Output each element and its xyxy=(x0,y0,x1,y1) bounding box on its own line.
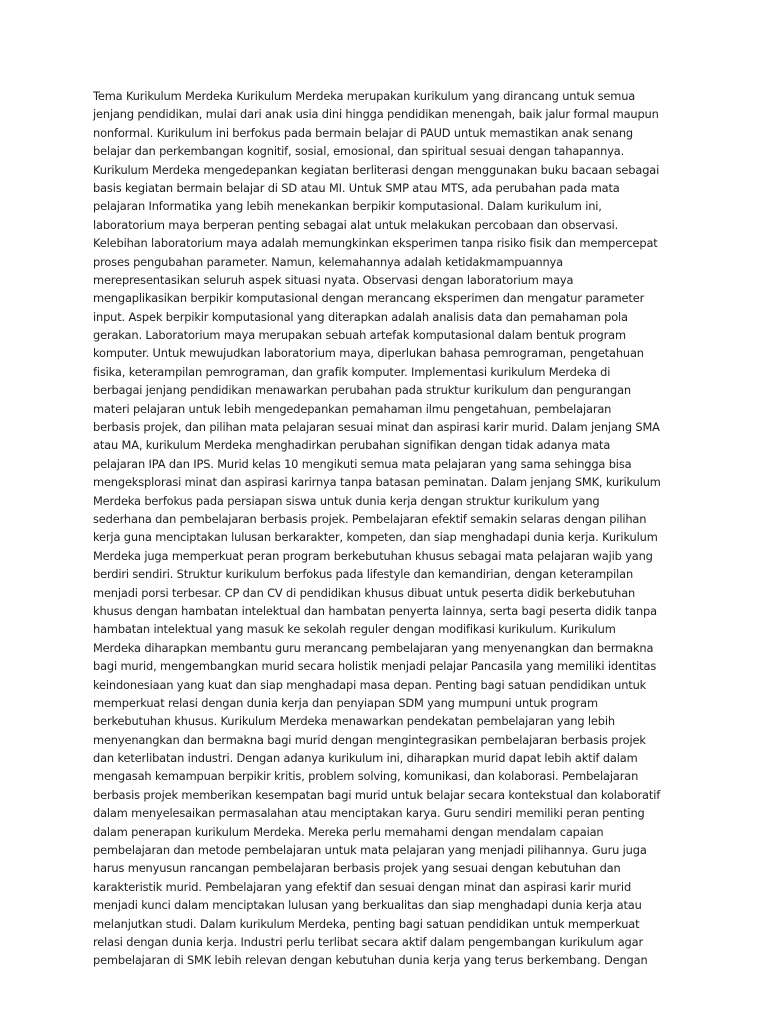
paragraph-line: bagi murid, mengembangkan murid secara holistik menjadi pelajar Pancasila yang memiliki identitas xyxy=(93,659,657,674)
paragraph-line: dan keterlibatan industri. Dengan adanya kurikulum ini, diharapkan murid dapat lebih aktif dalam xyxy=(93,751,638,766)
paragraph-line: jenjang pendidikan, mulai dari anak usia dini hingga pendidikan menengah, baik jalur formal maupun xyxy=(93,107,659,122)
paragraph-line: menjadi porsi terbesar. CP dan CV di pendidikan khusus dibuat untuk peserta didik berkebutuhan xyxy=(93,585,636,600)
paragraph-line: berdiri sendiri. Struktur kurikulum berfokus pada lifestyle dan kemandirian, dengan keterampilan xyxy=(93,567,634,582)
paragraph-line: menjadi kunci dalam menciptakan lulusan yang berkualitas dan siap menghadapi dunia kerja atau xyxy=(93,898,642,913)
paragraph-line: memperkuat relasi dengan dunia kerja dan penyiapan SDM yang mumpuni untuk program xyxy=(93,695,598,710)
paragraph-line: dalam menyelesaikan permasalahan atau menciptakan karya. Guru sendiri memiliki peran penting xyxy=(93,806,645,821)
paragraph-line: laboratorium maya berperan penting sebagai alat untuk melakukan percobaan dan observasi. xyxy=(93,217,619,232)
paragraph-line: kerja guna menciptakan lulusan berkarakter, kompeten, dan siap menghadapi dunia kerja. Kurikulum xyxy=(93,530,658,545)
paragraph-line: Tema Kurikulum Merdeka Kurikulum Merdeka merupakan kurikulum yang dirancang untuk semua xyxy=(93,89,636,103)
paragraph-line: materi pelajaran untuk lebih mengedepankan pemahaman ilmu pengetahuan, pembelajaran xyxy=(93,401,612,416)
paragraph-line: hambatan intelektual yang masuk ke sekolah reguler dengan modifikasi kurikulum. Kurikulum xyxy=(93,622,616,637)
paragraph-line: berbasis projek, dan pilihan mata pelajaran sesuai minat dan aspirasi karir murid. Dalam jenjang SMA xyxy=(93,420,660,435)
paragraph-line: Kurikulum Merdeka mengedepankan kegiatan berliterasi dengan menggunakan buku bacaan sebagai xyxy=(93,162,660,177)
paragraph-line: menyenangkan dan bermakna bagi murid dengan mengintegrasikan pembelajaran berbasis projek xyxy=(93,732,646,747)
paragraph-line: Merdeka juga memperkuat peran program berkebutuhan khusus sebagai mata pelajaran wajib yang xyxy=(93,548,653,563)
paragraph-line: relasi dengan dunia kerja. Industri perlu terlibat secara aktif dalam pengembangan kurikulum agar xyxy=(93,934,643,949)
paragraph-line: Merdeka diharapkan membantu guru merancang pembelajaran yang menyenangkan dan bermakna xyxy=(93,640,654,655)
paragraph-line: khusus dengan hambatan intelektual dan hambatan penyerta lainnya, serta bagi peserta didik tanpa xyxy=(93,603,657,618)
paragraph-line: berbasis projek memberikan kesempatan bagi murid untuk belajar secara kontekstual dan kolaboratif xyxy=(93,787,661,802)
paragraph-line: gerakan. Laboratorium maya merupakan sebuah artefak komputasional dalam bentuk program xyxy=(93,328,626,343)
paragraph-line: merepresentasikan seluruh aspek situasi nyata. Observasi dengan laboratorium maya xyxy=(93,272,574,287)
paragraph-line: belajar dan perkembangan kognitif, sosial, emosional, dan spiritual sesuai dengan tahapannya. xyxy=(93,144,625,159)
paragraph-line: berkebutuhan khusus. Kurikulum Merdeka menawarkan pendekatan pembelajaran yang lebih xyxy=(93,714,615,729)
document-body xyxy=(93,87,675,970)
paragraph-line: atau MA, kurikulum Merdeka menghadirkan perubahan signifikan dengan tidak adanya mata xyxy=(93,438,611,453)
paragraph-line: fisika, keterampilan pemrograman, dan grafik komputer. Implementasi kurikulum Merdeka di xyxy=(93,364,611,379)
paragraph-line: pelajaran IPA dan IPS. Murid kelas 10 mengikuti semua mata pelajaran yang sama sehingga bisa xyxy=(93,456,632,471)
paragraph-line: Merdeka berfokus pada persiapan siswa untuk dunia kerja dengan struktur kurikulum yang xyxy=(93,493,600,508)
paragraph-line: sederhana dan pembelajaran berbasis projek. Pembelajaran efektif semakin selaras dengan pilihan xyxy=(93,511,647,526)
paragraph-line: karakteristik murid. Pembelajaran yang efektif dan sesuai dengan minat dan aspirasi karir murid xyxy=(93,879,632,894)
paragraph-line: Kelebihan laboratorium maya adalah memungkinkan eksperimen tanpa risiko fisik dan mempercepat xyxy=(93,236,658,251)
paragraph-line: berbagai jenjang pendidikan menawarkan perubahan pada struktur kurikulum dan pengurangan xyxy=(93,383,631,398)
paragraph-line: harus menyusun rancangan pembelajaran berbasis projek yang sesuai dengan kebutuhan dan xyxy=(93,861,621,876)
paragraph-line: pembelajaran dan metode pembelajaran untuk mata pelajaran yang menjadi pilihannya. Guru juga xyxy=(93,843,647,858)
paragraph-line: nonformal. Kurikulum ini berfokus pada bermain belajar di PAUD untuk memastikan anak senang xyxy=(93,125,633,140)
paragraph-line: basis kegiatan bermain belajar di SD atau MI. Untuk SMP atau MTS, ada perubahan pada mata xyxy=(93,180,620,195)
paragraph-line: melanjutkan studi. Dalam kurikulum Merdeka, penting bagi satuan pendidikan untuk memperkuat xyxy=(93,916,640,931)
paragraph-line: mengeksplorasi minat dan aspirasi karirnya tanpa batasan peminatan. Dalam jenjang SMK, kurikulum xyxy=(93,475,661,490)
paragraph-line: mengasah kemampuan berpikir kritis, problem solving, komunikasi, dan kolaborasi. Pembelajaran xyxy=(93,769,639,784)
paragraph-line: keindonesiaan yang kuat dan siap menghadapi masa depan. Penting bagi satuan pendidikan untuk xyxy=(93,677,647,692)
paragraph-line: dalam penerapan kurikulum Merdeka. Mereka perlu memahami dengan mendalam capaian xyxy=(93,824,604,839)
paragraph-line: komputer. Untuk mewujudkan laboratorium maya, diperlukan bahasa pemrograman, pengetahuan xyxy=(93,346,644,361)
paragraph-line: proses pengubahan parameter. Namun, kelemahannya adalah ketidakmampuannya xyxy=(93,254,563,269)
paragraph-line: mengaplikasikan berpikir komputasional dengan merancang eksperimen dan mengatur parameter xyxy=(93,291,645,306)
paragraph-line: pelajaran Informatika yang lebih menekankan berpikir komputasional. Dalam kurikulum ini, xyxy=(93,199,602,214)
paragraph-line: input. Aspek berpikir komputasional yang diterapkan adalah analisis data dan pemahaman pola xyxy=(93,309,628,324)
paragraph-line: pembelajaran di SMK lebih relevan dengan kebutuhan dunia kerja yang terus berkembang. Dengan xyxy=(93,953,648,968)
